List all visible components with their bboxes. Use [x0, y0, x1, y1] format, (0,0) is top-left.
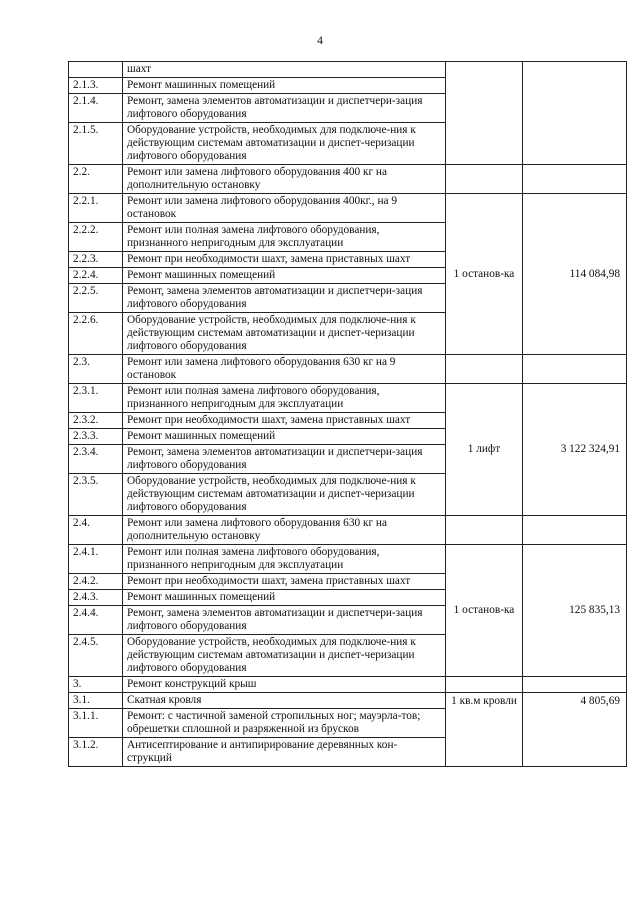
row-number: 2.4.2.: [69, 574, 123, 590]
row-number: 2.3.2.: [69, 413, 123, 429]
row-description: Ремонт или полная замена лифтового оборудования, признанного непригодным для эксплуатации: [123, 223, 446, 252]
row-number: 2.4.: [69, 516, 123, 545]
row-description: Ремонт при необходимости шахт, замена приставных шахт: [123, 413, 446, 429]
row-description: Ремонт, замена элементов автоматизации и диспетчери-зация лифтового оборудования: [123, 445, 446, 474]
unit-cell: [446, 677, 523, 693]
row-description: Ремонт, замена элементов автоматизации и диспетчери-зация лифтового оборудования: [123, 94, 446, 123]
row-description: Ремонт при необходимости шахт, замена приставных шахт: [123, 574, 446, 590]
row-number: 2.3.4.: [69, 445, 123, 474]
row-description: Оборудование устройств, необходимых для подключе-ния к действующим системам автоматизации и диспет-черизации лифтового оборудования: [123, 123, 446, 165]
row-number: 3.1.2.: [69, 738, 123, 767]
row-number: 2.3.: [69, 355, 123, 384]
table-row: [69, 62, 627, 78]
row-number: 2.4.3.: [69, 590, 123, 606]
table-row: [69, 693, 627, 709]
row-number: 3.1.1.: [69, 709, 123, 738]
row-description: Оборудование устройств, необходимых для подключе-ния к действующим системам автоматизации и диспет-черизации лифтового оборудования: [123, 474, 446, 516]
row-number: 2.2.4.: [69, 268, 123, 284]
row-description: Ремонт или замена лифтового оборудования 400кг., на 9 остановок: [123, 194, 446, 223]
unit-cell: [446, 355, 523, 384]
row-description: Скатная кровля: [123, 693, 446, 709]
price-cell: 125 835,13: [523, 545, 627, 677]
row-number: 2.3.1.: [69, 384, 123, 413]
row-description: Ремонт машинных помещений: [123, 78, 446, 94]
row-number: 2.1.5.: [69, 123, 123, 165]
row-number: 2.2.2.: [69, 223, 123, 252]
unit-cell: [446, 62, 523, 165]
row-number: 2.4.1.: [69, 545, 123, 574]
price-cell: [523, 516, 627, 545]
row-description: Ремонт машинных помещений: [123, 268, 446, 284]
table-row: [69, 165, 627, 194]
row-number: 2.3.5.: [69, 474, 123, 516]
row-description: Ремонт машинных помещений: [123, 429, 446, 445]
row-description: Ремонт или замена лифтового оборудования 630 кг на 9 остановок: [123, 355, 446, 384]
unit-cell: 1 останов-ка: [446, 194, 523, 355]
row-description: Оборудование устройств, необходимых для подключе-ния к действующим системам автоматизации и диспет-черизации лифтового оборудования: [123, 313, 446, 355]
row-description: Ремонт: с частичной заменой стропильных ног; мауэрла-тов; обрешетки сплошной и разряженной из брусков: [123, 709, 446, 738]
row-description: Ремонт, замена элементов автоматизации и диспетчери-зация лифтового оборудования: [123, 606, 446, 635]
table-row: [69, 545, 627, 574]
row-number: 2.2.: [69, 165, 123, 194]
price-cell: 114 084,98: [523, 194, 627, 355]
row-description: Ремонт или замена лифтового оборудования 630 кг на дополнительную остановку: [123, 516, 446, 545]
unit-cell: 1 лифт: [446, 384, 523, 516]
unit-cell: 1 останов-ка: [446, 545, 523, 677]
row-number: 3.: [69, 677, 123, 693]
row-number: 2.2.3.: [69, 252, 123, 268]
row-description: Антисептирование и антипирирование деревянных кон-струкций: [123, 738, 446, 767]
row-description: Ремонт при необходимости шахт, замена приставных шахт: [123, 252, 446, 268]
row-number: 2.1.4.: [69, 94, 123, 123]
table-row: [69, 677, 627, 693]
price-cell: [523, 677, 627, 693]
price-cell: 4 805,69: [523, 693, 627, 767]
row-number: 2.2.6.: [69, 313, 123, 355]
row-number: 3.1.: [69, 693, 123, 709]
page-number: 4: [317, 33, 323, 47]
row-number: [69, 62, 123, 78]
table-row: [69, 355, 627, 384]
row-description: Ремонт или замена лифтового оборудования 400 кг на дополнительную остановку: [123, 165, 446, 194]
row-description: Ремонт машинных помещений: [123, 590, 446, 606]
price-cell: 3 122 324,91: [523, 384, 627, 516]
row-description: шахт: [123, 62, 446, 78]
row-description: Ремонт, замена элементов автоматизации и диспетчери-зация лифтового оборудования: [123, 284, 446, 313]
price-cell: [523, 165, 627, 194]
row-description: Ремонт конструкций крыш: [123, 677, 446, 693]
table-row: [69, 516, 627, 545]
row-number: 2.3.3.: [69, 429, 123, 445]
row-description: Ремонт или полная замена лифтового оборудования, признанного непригодным для эксплуатации: [123, 384, 446, 413]
row-number: 2.4.5.: [69, 635, 123, 677]
price-cell: [523, 62, 627, 165]
unit-cell: [446, 165, 523, 194]
row-number: 2.2.1.: [69, 194, 123, 223]
row-number: 2.4.4.: [69, 606, 123, 635]
unit-cell: [446, 516, 523, 545]
row-description: Оборудование устройств, необходимых для подключе-ния к действующим системам автоматизации и диспет-черизации лифтового оборудования: [123, 635, 446, 677]
row-description: Ремонт или полная замена лифтового оборудования, признанного непригодным для эксплуатации: [123, 545, 446, 574]
unit-cell: 1 кв.м кровли: [446, 693, 523, 767]
row-number: 2.1.3.: [69, 78, 123, 94]
price-cell: [523, 355, 627, 384]
row-number: 2.2.5.: [69, 284, 123, 313]
price-table: [68, 61, 627, 767]
table-row: [69, 194, 627, 223]
table-row: [69, 384, 627, 413]
